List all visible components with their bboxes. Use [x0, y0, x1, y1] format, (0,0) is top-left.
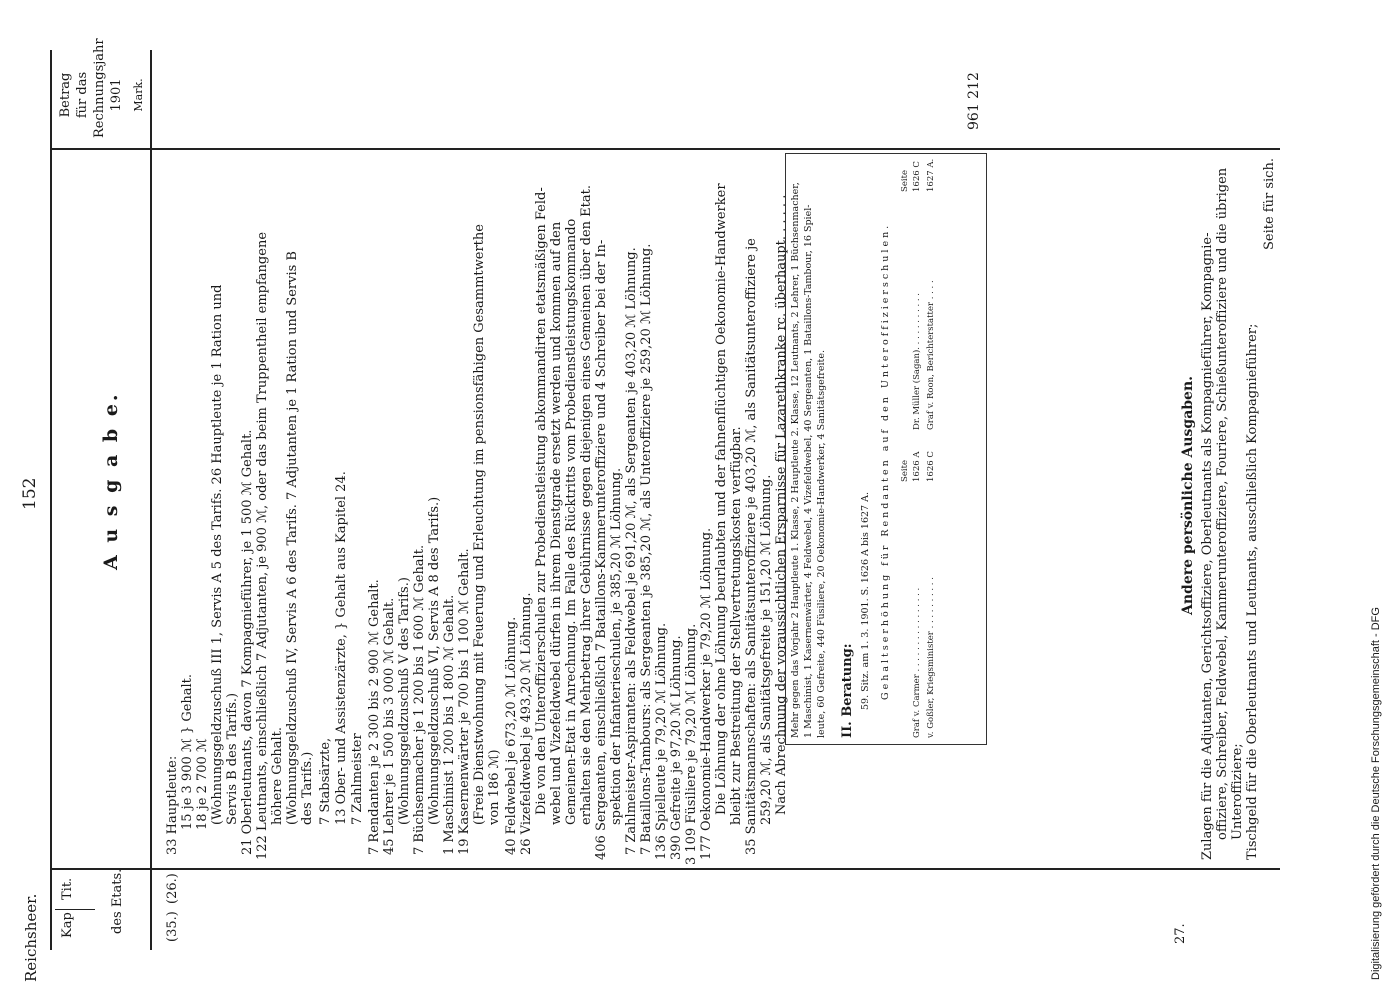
entry-line: Gemeinen-Etat in Anrechnung. Im Falle des Rücktritts vom Probedienstleistungskommando: [564, 218, 579, 825]
kap-value: (35.): [165, 911, 180, 942]
entry-line: 7 Zahlmeister: [350, 733, 365, 825]
entry-line: 122 Leutnants, einschließlich 7 Adjutanten, je 900 ℳ, oder das beim Truppentheil empfangene: [255, 231, 270, 860]
col-kap: Kap: [60, 912, 75, 938]
col-betrag-3: Rechnungsjahr: [92, 38, 107, 138]
entry-line: webel und Vizefeldwebel dürfen in ihrem Dienstgrade ersetzt werden und kommen auf den: [549, 221, 564, 825]
entry-line: 390 Gefreite je 97,20 ℳ Löhnung.: [669, 635, 684, 860]
entry-line: 45 Lehrer je 1 500 bis 3 000 ℳ Gehalt.: [382, 597, 397, 855]
entry-line: 177 Oekonomie-Handwerker je 79,20 ℳ Löhnung.: [699, 527, 714, 860]
entry-line: (Freie Dienstwohnung mit Feuerung und Erleuchtung im pensionsfähigen Gesammtwerthe: [472, 224, 487, 825]
entry-line: 40 Feldwebel je 673,20 ℳ Löhnung.: [504, 616, 519, 855]
entry-line: 13 Ober- und Assistenzärzte, } Gehalt aus Kapitel 24.: [334, 471, 349, 825]
col-rule-left: [50, 868, 1280, 870]
col-rule-kap: [55, 909, 95, 910]
page-number: 152: [20, 477, 40, 510]
footer-heading: Andere persönliche Ausgaben.: [1180, 375, 1196, 615]
note-gehalt: Gehaltserhöhung für Rendanten auf den Unteroffizierschulen.: [880, 222, 891, 700]
entry-line: (Wohnungsgeldzuschuß III 1, Servis A 5 des Tarifs. 26 Hauptleute je 1 Ration und: [210, 284, 225, 825]
entry-line: 7 Rendanten je 2 300 bis 2 900 ℳ Gehalt.: [367, 579, 382, 855]
col-rule-right: [50, 148, 1280, 150]
note-row-name: Dr. Müller (Sagan). . . . . . . . . . .: [912, 292, 922, 430]
entry-line: 18 je 2 700 ℳ: [195, 738, 210, 830]
page-title: A u s g a b e.: [100, 391, 122, 570]
note-row-page: 1626 C: [926, 451, 936, 482]
note-line: Mehr gegen das Vorjahr 2 Hauptleute 1. Klasse, 2 Hauptleute 2. Klasse, 12 Leutnants, 2 Lehrer, 1 Büchsenmacher,: [790, 182, 801, 738]
entry-line: (Wohnungsgeldzuschuß VI, Servis A 8 des Tarifs.): [427, 496, 442, 825]
entry-line: 7 Zahlmeister-Aspiranten: als Feldwebel je 691,20 ℳ, als Sergeanten je 403,20 ℳ Löhnung.: [624, 247, 639, 855]
entry-line: von 186 ℳ): [487, 749, 502, 825]
header-rule: [150, 50, 152, 950]
footer-kap-value: 27.: [1173, 923, 1188, 944]
entry-line: 33 Hauptleute:: [165, 755, 180, 855]
note-row-name: v. Goßler, Kriegsminister . . . . . . . . . .: [926, 577, 936, 738]
col-tit: Tit.: [60, 877, 75, 900]
note-row-page: 1626 A: [912, 451, 922, 482]
entry-line: 21 Oberleutnants, davon 7 Kompagnieführer, je 1 500 ℳ Gehalt.: [240, 429, 255, 855]
entry-line: 1 Maschinist 1 200 bis 1 800 ℳ Gehalt.: [442, 594, 457, 855]
entry-line: Nach Abrechnung der voraussichtlichen Ersparnisse für Lazarethkranke rc. überhaupt. . . . . .: [774, 194, 789, 815]
entry-line: 19 Kasernenwärter je 700 bis 1 100 ℳ Gehalt.: [457, 548, 472, 855]
note-line: leute, 60 Gefreite, 440 Füsiliere, 20 Oekonomie-Handwerker, 4 Sanitätsgefreite.: [816, 350, 827, 738]
entry-line: 35 Sanitätsmannschaften: als Sanitätsunteroffiziere je 403,20 ℳ, als Sanitätsunteroffiziere je: [744, 238, 759, 855]
footer-line: Unteroffiziere;: [1230, 743, 1245, 840]
entry-line: höhere Gehalt.: [270, 726, 285, 825]
col-des-etats: des Etats.: [110, 868, 125, 934]
entry-line: (Wohnungsgeldzuschuß IV, Servis A 6 des Tarifs. 7 Adjutanten je 1 Ration und Servis B: [285, 251, 300, 825]
footer-line: Seite für sich.: [1262, 158, 1277, 250]
entry-line: des Tarifs.): [300, 751, 315, 825]
digitization-note: Digitalisierung gefördert durch die Deutsche Forschungsgemeinschaft - DFG: [1370, 607, 1382, 980]
entry-line: Die Löhnung der ohne Löhnung beurlaubten und der fahnenflüchtigen Oekonomie-Handwerker: [714, 183, 729, 815]
header-left: Reichsheer.: [22, 893, 40, 982]
entry-line: Servis B des Tarifs.): [225, 692, 240, 825]
tit-value: (26.): [165, 873, 180, 904]
entry-line: erhalten sie den Mehrbetrag ihrer Gebührnisse gegen diejenigen eines Gemeinen über den Etat.: [579, 185, 594, 825]
note-row-page: 1626 C: [912, 161, 922, 192]
note-row-name: Graf v. Carmer . . . . . . . . . . . . . . . .: [912, 587, 922, 738]
entry-line: 15 je 3 900 ℳ } Gehalt.: [180, 673, 195, 830]
footer-line: offiziere, Schreiber, Feldwebel, Kammerunteroffiziere, Fouriere, Schießunteroffiziere und die übrigen: [1215, 167, 1230, 840]
entry-line: 406 Sergeanten, einschließlich 7 Bataillons-Kammerunteroffiziere und 4 Schreiber bei der In-: [594, 239, 609, 860]
footer-line: Zulagen für die Adjutanten, Gerichtsoffiziere, Oberleutnants als Kompagnieführer, Kompagnie-: [1200, 232, 1215, 860]
note-row-page: 1627 A.: [926, 158, 936, 192]
note-line: 1 Maschinist, 1 Kasernenwärter, 4 Feldwebel, 4 Vizefeldwebel, 40 Sergeanten, 1 Bataillons-Tambour, 16 Spiel-: [803, 204, 814, 738]
col-betrag-1: Betrag: [58, 72, 73, 118]
entry-line: 7 Büchsenmacher je 1 200 bis 1 600 ℳ Gehalt.: [412, 544, 427, 855]
note-beratung: II. Beratung:: [840, 643, 855, 738]
entry-line: (Wohnungsgeldzuschuß V des Tarifs.): [397, 577, 412, 825]
amount-total: 961 212: [966, 72, 982, 130]
entry-line: bleibt zur Bestreitung der Stellvertretungskosten verfügbar.: [729, 426, 744, 825]
entry-line: 26 Vizefeldwebel je 493,20 ℳ Löhnung.: [519, 592, 534, 855]
entry-line: Die von den Unteroffizierschulen zur Probedienstleistung abkommandirten etatsmäßigen Feld-: [534, 187, 549, 815]
col-betrag-4: 1901: [109, 78, 124, 112]
note-row-name: Graf v. Roon, Berichterstatter . . . .: [926, 280, 936, 430]
col-mark: Mark.: [132, 78, 145, 112]
top-rule: [50, 50, 52, 950]
entry-line: 259,20 ℳ, als Sanitätsgefreite je 151,20 ℳ Löhnung.: [759, 474, 774, 825]
note-seite-label: Seite: [900, 169, 910, 192]
entry-line: spektion der Infanterieschulen, je 385,20 ℳ Löhnung.: [609, 467, 624, 825]
footer-line: Tischgeld für die Oberleutnants und Leutnants, ausschließlich Kompagnieführer;: [1245, 323, 1260, 860]
note-seite-label: Seite: [900, 459, 910, 482]
entry-line: 7 Stabsärzte,: [318, 737, 333, 825]
entry-line: 7 Bataillons-Tambours: als Sergeanten je 385,20 ℳ, als Unteroffiziere je 259,20 ℳ Löhnung.: [639, 243, 654, 855]
note-sitzung: 59. Sitz. am 1. 3. 1901. S. 1626 A bis 1627 A.: [860, 492, 871, 710]
col-betrag-2: für das: [75, 71, 90, 119]
entry-line: 3 109 Füsiliere je 79,20 ℳ Löhnung.: [684, 623, 699, 865]
entry-line: 136 Spielleute je 79,20 ℳ Löhnung.: [654, 622, 669, 860]
